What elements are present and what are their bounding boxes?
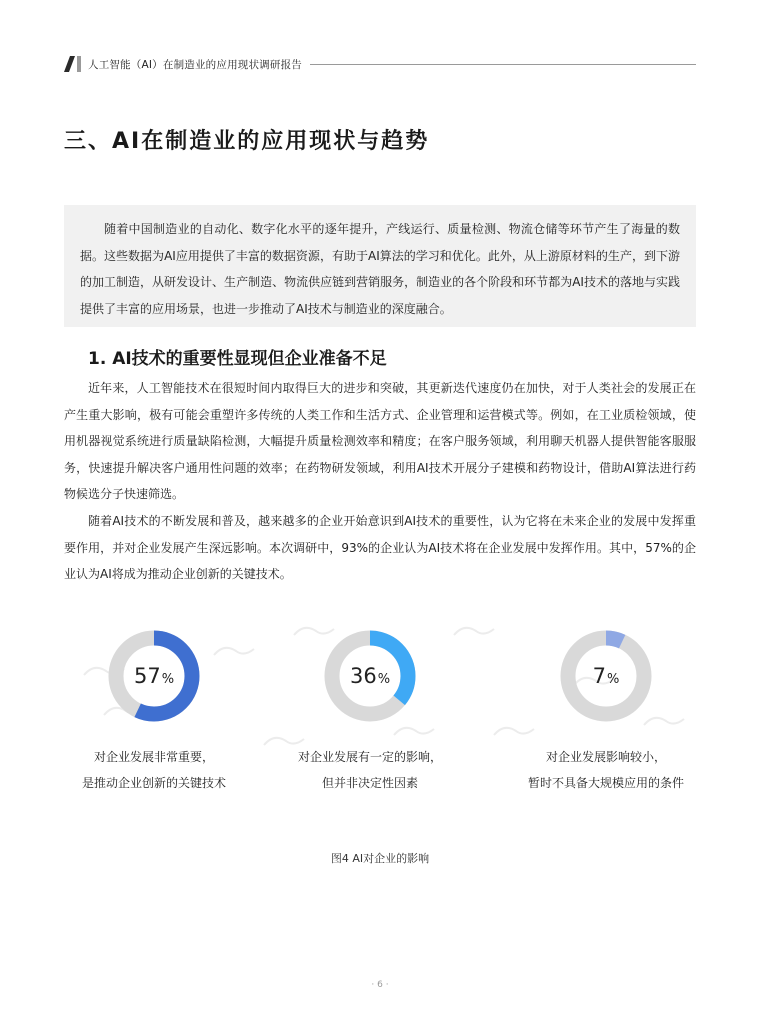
chart-caption-1 [54,744,254,796]
header-title: 人工智能（AI）在制造业的应用现状调研报告 [88,58,302,71]
donut-chart-36 [322,628,418,724]
chart-caption-line: 对企业发展非常重要， [93,750,214,764]
chart-caption-2 [270,744,470,796]
figure-caption: 图4 AI对企业的影响 [330,852,430,865]
body-paragraph-1: 近年来，人工智能技术在很短时间内取得巨大的进步和突破，其更新迭代速度仍在加快，对于人类社会的发展正在产生重大影响，极有可能会重塑许多传统的人类工作和生活方式、企业管理和运营模式等。例如，在工业质检领域，使用机器视觉系统进行质量缺陷检测，大幅提升质量检测效率和精度；在客户服务领域，利用聊天机器人提供智能客服服务，快速提升解决客户通用性问题的效率；在药物研发领域，利用AI技术开展分子建模和药物设计，借助AI算法进行药物候选分子快速筛选。 [64,381,696,501]
chart-caption-line: 对企业发展有一定的影响， [297,750,442,764]
donut-chart-7 [558,628,654,724]
intro-box [64,205,696,327]
donut-value-label [322,628,418,724]
subsection-heading: 1. AI技术的重要性显现但企业准备不足 [88,349,387,369]
donut-value-label [558,628,654,724]
chart-caption-line: 对企业发展影响较小， [545,750,666,764]
donut-value: 57 [133,664,161,688]
body-paragraph-2: 随着AI技术的不断发展和普及，越来越多的企业开始意识到AI技术的重要性，认为它将在未来企业的发展中发挥重要作用，并对企业发展产生深远影响。本次调研中，93%的企业认为AI技术将在企业发展中发挥作用。其中，57%的企业认为AI将成为推动企业创新的关键技术。 [64,514,696,581]
donut-value: 36 [349,664,377,688]
donut-unit: % [161,671,175,687]
donut-value-label [106,628,202,724]
report-logo-icon [64,56,82,72]
page-header [64,54,696,74]
chart-caption-line: 暂时不具备大规模应用的条件 [527,776,684,790]
page-number: · 6 · [371,980,389,990]
intro-paragraph: 随着中国制造业的自动化、数字化水平的逐年提升，产线运行、质量检测、物流仓储等环节产生了海量的数据。这些数据为AI应用提供了丰富的数据资源，有助于AI算法的学习和优化。此外，从上游原材料的生产，到下游的加工制造，从研发设计、生产制造、物流供应链到营销服务，制造业的各个阶段和环节都为AI技术的落地与实践提供了丰富的应用场景，也进一步推动了AI技术与制造业的深度融合。 [80,222,680,316]
chart-caption-line: 但并非决定性因素 [321,776,418,790]
donut-unit: % [607,671,620,687]
chart-caption-3 [506,744,706,796]
chart-caption-line: 是推动企业创新的关键技术 [81,776,226,790]
donut-value: 7 [592,664,606,688]
header-divider [310,64,696,65]
donut-chart-57 [106,628,202,724]
section-title: 三、AI在制造业的应用现状与趋势 [64,129,430,154]
donut-unit: % [377,671,391,687]
